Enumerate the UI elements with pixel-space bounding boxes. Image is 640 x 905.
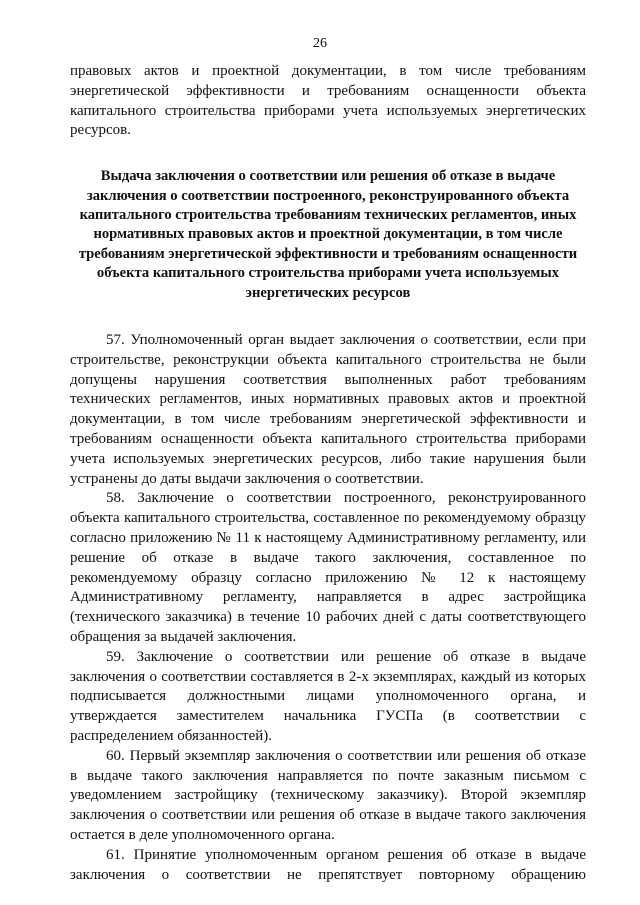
- paragraph-58: 58. Заключение о соответствии построенного, реконструированного объекта капитального строительства, составленное по рекомендуемому образцу согласно приложению № 11 к настоящему Административному регламенту, или решение об отказе в выдаче такого заключения, составленное по рекомендуемому образцу согласно приложению № 12 к настоящему Административному регламенту, направляется в адрес застройщика (технического заказчика) в течение 10 рабочих дней с даты соответствующего обращения за выдачей заключения.: [70, 490, 586, 645]
- paragraph-57: 57. Уполномоченный орган выдает заключения о соответствии, если при строительстве, реконструкции объекта капитального строительства не были допущены нарушения соответствия выполненных работ требованиям технических регламентов, иных нормативных правовых актов и проектной документации, в том числе требованиям энергетической эффективности и требованиям оснащенности объекта капитального строительства приборами учета используемых энергетических ресурсов, либо такие нарушения были устранены до даты выдачи заключения о соответствии.: [70, 332, 586, 487]
- paragraph-59: 59. Заключение о соответствии или решение об отказе в выдаче заключения о соответствии составляется в 2-х экземплярах, каждый из которых подписывается должностными лицами уполномоченного органа, и утверждается заместителем начальника ГУСПа (в соответствии с распределением обязанностей).: [70, 648, 586, 744]
- paragraph-61: 61. Принятие уполномоченным органом решения об отказе в выдаче заключения о соответствии не препятствует повторному обращению: [70, 846, 586, 883]
- page-number: 26: [313, 36, 327, 51]
- intro-paragraph: правовых актов и проектной документации, в том числе требованиям энергетической эффективности и требованиям оснащенности объекта капитального строительства приборами учета используемых энергетических ресурсов.: [70, 63, 586, 139]
- section-title: Выдача заключения о соответствии или решения об отказе в выдаче заключения о соответствии построенного, реконструированного объекта капитального строительства требованиям технических регламентов, иных нормативных правовых актов и проектной документации, в том числе требованиям энергетической эффективности и требованиям оснащенности объекта капитального строительства приборами учета используемых энергетических ресурсов: [78, 168, 578, 301]
- document-body: [70, 62, 586, 885]
- paragraph-60: 60. Первый экземпляр заключения о соответствии или решения об отказе в выдаче такого заключения направляется по почте заказным письмом с уведомлением застройщику (техническому заказчику). Второй экземпляр заключения о соответствии или решения об отказе в выдаче такого заключения остается в деле уполномоченного органа.: [70, 747, 586, 843]
